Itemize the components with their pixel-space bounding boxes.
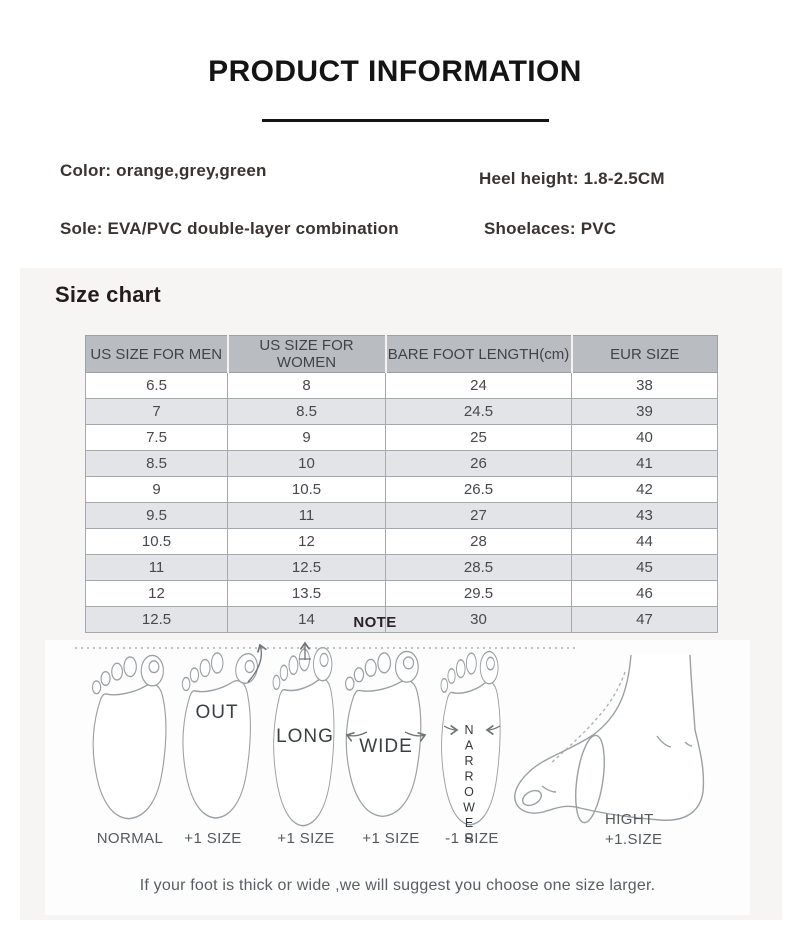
size-cell: 46 <box>572 581 718 607</box>
size-cell: 11 <box>86 555 228 581</box>
col-barefoot-length: BARE FOOT LENGTH(cm) <box>386 336 572 373</box>
size-cell: 45 <box>572 555 718 581</box>
size-table-body <box>86 373 718 633</box>
foot-measure-diagram <box>45 640 750 915</box>
foot-label-plus1-long: +1 SIZE <box>277 830 335 847</box>
size-cell: 30 <box>386 607 572 633</box>
size-cell: 12.5 <box>228 555 386 581</box>
annotation-wide: WIDE <box>359 736 413 757</box>
spec-sole: Sole: EVA/PVC double-layer combination <box>60 219 399 238</box>
size-cell: 8.5 <box>86 451 228 477</box>
foot-long <box>273 643 334 826</box>
header-row <box>86 336 718 373</box>
size-cell: 39 <box>572 399 718 425</box>
foot-wide <box>346 651 425 816</box>
size-cell: 11 <box>228 503 386 529</box>
size-cell: 14 <box>228 607 386 633</box>
size-cell: 28.5 <box>386 555 572 581</box>
size-chart-heading: Size chart <box>55 282 161 307</box>
size-cell: 9.5 <box>86 503 228 529</box>
size-cell: 41 <box>572 451 718 477</box>
size-cell: 27 <box>386 503 572 529</box>
foot-toe-out <box>182 645 262 818</box>
foot-label-plus1-wide: +1 SIZE <box>362 830 420 847</box>
size-cell: 42 <box>572 477 718 503</box>
foot-side-height <box>515 655 704 824</box>
size-cell: 12 <box>228 529 386 555</box>
foot-label-height <box>605 810 662 850</box>
height-label-line1: HIGHT <box>605 811 654 828</box>
note-heading: NOTE <box>353 614 397 631</box>
foot-label-normal: NORMAL <box>96 830 164 847</box>
annotation-long: LONG <box>276 726 334 747</box>
size-cell: 12 <box>86 581 228 607</box>
size-cell: 10.5 <box>86 529 228 555</box>
size-cell: 12.5 <box>86 607 228 633</box>
size-cell: 47 <box>572 607 718 633</box>
size-cell: 24.5 <box>386 399 572 425</box>
table-row <box>86 581 718 607</box>
table-row <box>86 451 718 477</box>
table-row <box>86 399 718 425</box>
height-label-line2: +1.SIZE <box>605 831 663 848</box>
table-row <box>86 555 718 581</box>
size-table-header <box>86 336 718 373</box>
size-cell: 7 <box>86 399 228 425</box>
size-cell: 28 <box>386 529 572 555</box>
foot-label-minus1-narrow: -1 SIZE <box>445 830 499 847</box>
col-us-men: US SIZE FOR MEN <box>86 336 228 373</box>
size-cell: 9 <box>228 425 386 451</box>
size-cell: 25 <box>386 425 572 451</box>
size-cell: 26 <box>386 451 572 477</box>
col-us-women: US SIZE FOR WOMEN <box>228 336 386 373</box>
spec-heel-height: Heel height: 1.8-2.5CM <box>479 169 665 188</box>
size-cell: 6.5 <box>86 373 228 399</box>
spec-shoelaces: Shoelaces: PVC <box>484 219 617 238</box>
table-row <box>86 373 718 399</box>
table-row <box>86 503 718 529</box>
size-cell: 29.5 <box>386 581 572 607</box>
foot-label-plus1-out: +1 SIZE <box>184 830 242 847</box>
size-cell: 9 <box>86 477 228 503</box>
size-cell: 44 <box>572 529 718 555</box>
table-row <box>86 529 718 555</box>
size-advice-caption: If your foot is thick or wide ,we will suggest you choose one size larger. <box>139 877 656 894</box>
table-row <box>86 477 718 503</box>
size-cell: 43 <box>572 503 718 529</box>
size-cell: 8 <box>228 373 386 399</box>
foot-normal <box>92 655 165 818</box>
size-chart-table <box>85 335 718 633</box>
size-chart-section <box>20 268 782 920</box>
size-cell: 13.5 <box>228 581 386 607</box>
size-cell: 8.5 <box>228 399 386 425</box>
col-eur-size: EUR SIZE <box>572 336 718 373</box>
size-cell: 40 <box>572 425 718 451</box>
title-underline <box>262 119 549 122</box>
size-cell: 24 <box>386 373 572 399</box>
table-row <box>86 425 718 451</box>
annotation-out: OUT <box>195 702 239 723</box>
annotation-narrower: NARROWER <box>462 723 476 847</box>
size-cell: 7.5 <box>86 425 228 451</box>
size-cell: 38 <box>572 373 718 399</box>
size-cell: 26.5 <box>386 477 572 503</box>
size-cell: 10.5 <box>228 477 386 503</box>
page-title: PRODUCT INFORMATION <box>208 55 582 88</box>
size-cell: 10 <box>228 451 386 477</box>
spec-color: Color: orange,grey,green <box>60 161 267 180</box>
